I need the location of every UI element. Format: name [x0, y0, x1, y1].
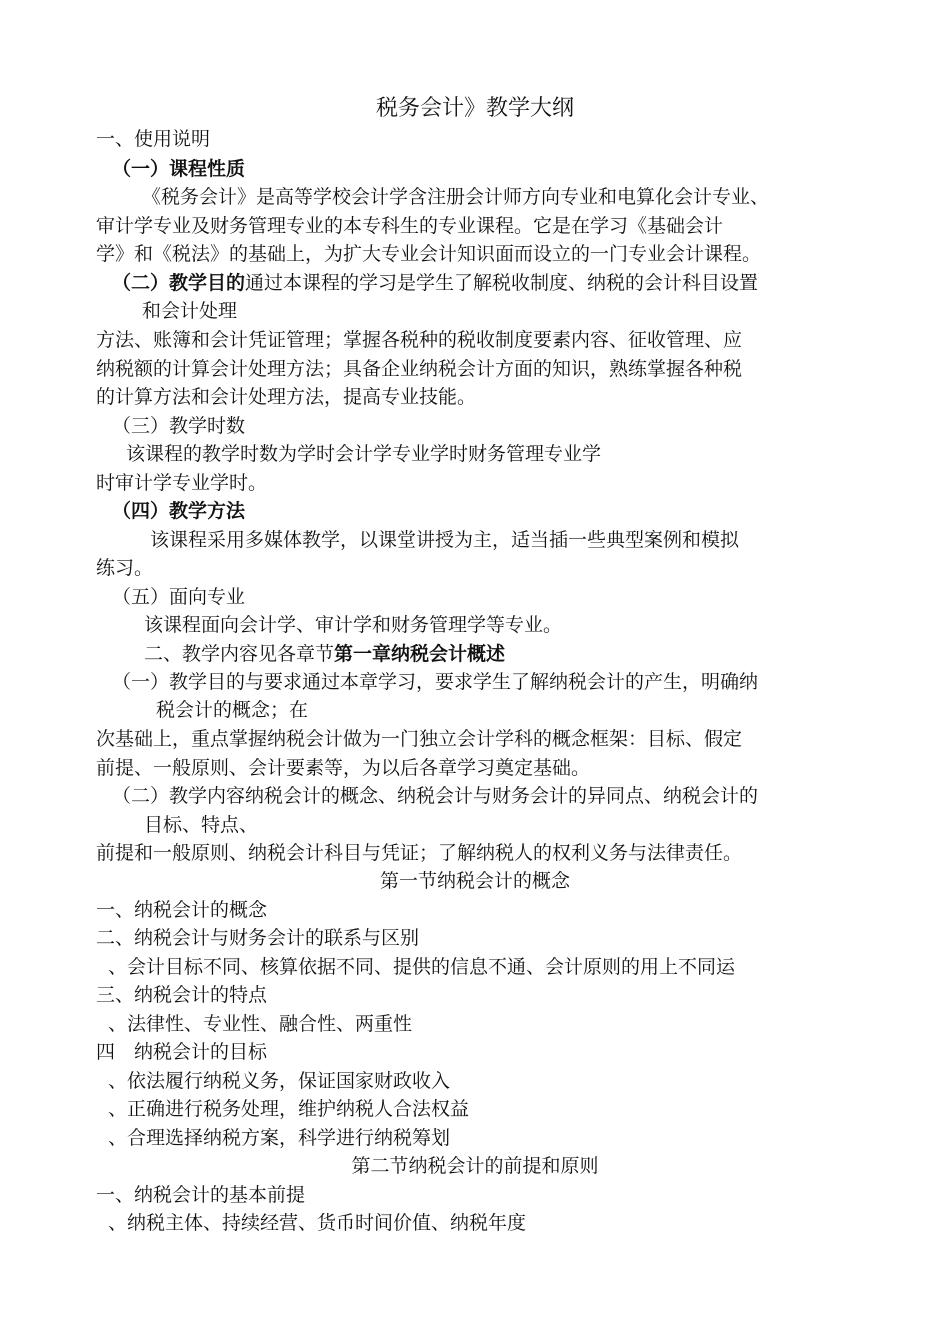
heading-purpose: （二）教学目的 [112, 272, 246, 294]
paragraph-line: 前提、一般原则、会计要素等，为以后各章学习奠定基础。 [96, 757, 591, 779]
paragraph-line: 方法、账簿和会计凭证管理；掌握各税种的税收制度要素内容、征收管理、应 [96, 329, 743, 351]
paragraph-line: 《税务会计》是高等学校会计学含注册会计师方向专业和电算化会计专业、 [142, 186, 770, 208]
list-item: 四 纳税会计的目标 [96, 1041, 268, 1063]
paragraph-line: 审计学专业及财务管理专业的本专科生的专业课程。它是在学习《基础会计 [96, 215, 724, 237]
heading-method: （四）教学方法 [112, 500, 246, 522]
section2-lead: 二、教学内容见各章节 [144, 643, 335, 665]
paragraph-line: （二）教学内容纳税会计的概念、纳税会计与财务会计的异同点、纳税会计的 [112, 785, 759, 807]
purpose-line [112, 270, 758, 296]
paragraph-line: 次基础上，重点掌握纳税会计做为一门独立会计学科的概念框架：目标、假定 [96, 728, 743, 750]
list-item: 、纳税主体、持续经营、货币时间价值、纳税年度 [108, 1212, 527, 1234]
section-title: 第二节纳税会计的前提和原则 [351, 1155, 599, 1177]
heading-hours: （三）教学时数 [112, 415, 246, 437]
paragraph-line: 该课程面向会计学、审计学和财务管理学等专业。 [144, 614, 563, 636]
paragraph-line: 学》和《税法》的基础上，为扩大专业会计知识面而设立的一门专业会计课程。 [96, 243, 762, 265]
list-item: 一、纳税会计的概念 [96, 899, 268, 921]
paragraph-line: 该课程采用多媒体教学，以课堂讲授为主，适当插一些典型案例和模拟 [150, 529, 740, 551]
paragraph-line: 该课程的教学时数为学时会计学专业学时财务管理专业学 [126, 443, 602, 465]
list-item: 三、纳税会计的特点 [96, 984, 268, 1006]
paragraph-line: 目标、特点、 [144, 814, 259, 836]
heading-course-nature: （一）课程性质 [112, 158, 246, 180]
paragraph-line: 的计算方法和会计处理方法，提高专业技能。 [96, 386, 477, 408]
chapter1-title: 第一章纳税会计概述 [334, 643, 506, 665]
section-heading-usage: 一、使用说明 [96, 128, 211, 150]
list-item: 、依法履行纳税义务，保证国家财政收入 [108, 1070, 451, 1092]
list-item: 、正确进行税务处理，维护纳税人合法权益 [108, 1098, 470, 1120]
paragraph-line: 练习。 [96, 557, 154, 579]
paragraph-line: 和会计处理 [142, 300, 238, 322]
heading-majors: （五）面向专业 [112, 586, 246, 608]
paragraph-line: 时审计学专业学时。 [96, 472, 268, 494]
purpose-text: 通过本课程的学习是学生了解税收制度、纳税的会计科目设置 [245, 272, 759, 294]
list-item: 二、纳税会计与财务会计的联系与区别 [96, 927, 420, 949]
list-item: 一、纳税会计的基本前提 [96, 1184, 306, 1206]
list-item: 、会计目标不同、核算依据不同、提供的信息不通、会计原则的用上不同运 [108, 956, 736, 978]
section-title: 第一节纳税会计的概念 [379, 870, 570, 892]
list-item: 、合理选择纳税方案，科学进行纳税筹划 [108, 1127, 451, 1149]
section2-lead-line [144, 641, 505, 667]
list-item: 、法律性、专业性、融合性、两重性 [108, 1013, 413, 1035]
paragraph-line: 前提和一般原则、纳税会计科目与凭证；了解纳税人的权利义务与法律责任。 [96, 842, 743, 864]
document-title: 税务会计》教学大纲 [375, 96, 574, 121]
paragraph-line: （一）教学目的与要求通过本章学习，要求学生了解纳税会计的产生，明确纳 [112, 671, 759, 693]
paragraph-line: 纳税额的计算会计处理方法；具备企业纳税会计方面的知识，熟练掌握各种税 [96, 358, 743, 380]
paragraph-line: 税会计的概念；在 [156, 699, 309, 721]
